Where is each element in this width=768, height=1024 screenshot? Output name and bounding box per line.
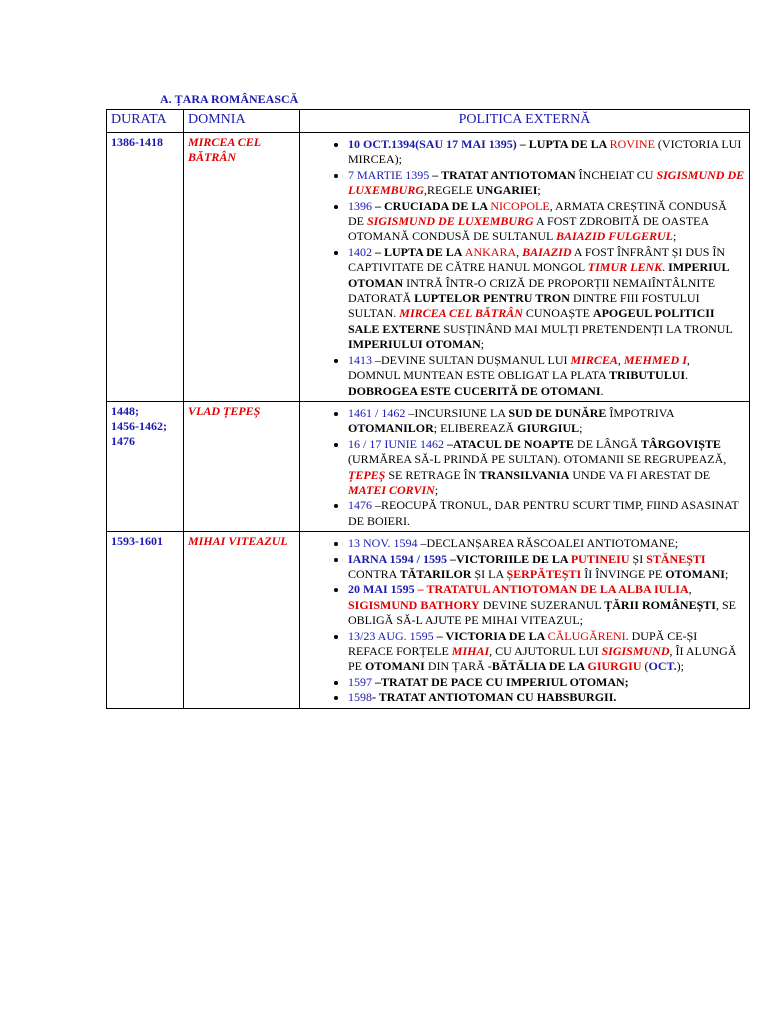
domnia-cell: VLAD ȚEPEȘ (184, 401, 300, 531)
event-item (348, 536, 745, 551)
event-text-segment: CĂLUGĂRENI (547, 628, 626, 643)
event-text-segment: A FOST ÎNFRÂNT ȘI DUS ÎN CAPTIVITATE DE CĂTRE HANUL MONGOL (348, 244, 726, 275)
event-text-segment: . (685, 368, 689, 383)
event-text-segment: ; (724, 566, 729, 581)
event-text-segment: 10 OCT.1394(SAU 17 MAI 1395) (348, 137, 517, 151)
table-row (107, 401, 750, 531)
event-text-segment: 20 MAI 1595 (348, 582, 415, 597)
event-item (348, 137, 745, 168)
event-text-segment: – TRATAT ANTIOTOMAN (429, 167, 576, 182)
event-text-segment: ; ELIBEREAZĂ (433, 421, 518, 436)
event-text-segment: OTOMANI (365, 659, 425, 674)
event-text-segment: ȘERPĂTEȘTI (506, 566, 582, 581)
event-text-segment: APOGEUL POLITICII SALE EXTERNE (348, 306, 715, 336)
event-list (304, 536, 745, 705)
event-text-segment: MIHAI (451, 644, 490, 658)
event-text-segment: – VICTORIA DE LA (433, 628, 548, 643)
event-text-segment: MIRCEA (570, 352, 618, 367)
event-text-segment: 13/23 AUG. 1595 (348, 628, 434, 643)
event-text-segment: SUD DE DUNĂRE (508, 405, 607, 420)
event-text-segment: –REOCUPĂ TRONUL, DAR PENTRU SCURT TIMP, FIIND ASASINAT DE BOIERI. (348, 498, 739, 528)
event-text-segment: . (600, 383, 604, 398)
event-item (348, 582, 745, 628)
event-text-segment: 1598 (348, 690, 372, 705)
event-text-segment: MEHMED I (623, 352, 687, 367)
event-text-segment: 1597 (348, 674, 372, 689)
event-text-segment: , (617, 352, 624, 367)
durata-line: 1476 (111, 433, 135, 448)
event-text-segment: DINTRE FIII FOSTULUI SULTAN. (348, 291, 700, 321)
event-text-segment: MATEI CORVIN (348, 482, 435, 497)
header-durata: DURATA (107, 110, 184, 133)
event-text-segment: DIN ȚARĂ - (424, 659, 492, 674)
event-text-segment: DOBROGEA ESTE CUCERITĂ DE OTOMANI (348, 383, 601, 398)
durata-line: 1386-1418 (111, 135, 163, 149)
page-title: A. ȚARA ROMÂNEASCĂ (160, 92, 299, 106)
domnia-cell: MIHAI VITEAZUL (184, 532, 300, 708)
event-text-segment: - TRATAT ANTIOTOMAN CU HABSBURGII. (372, 690, 617, 705)
event-text-segment: SIGISMUND BATHORY (348, 597, 480, 612)
table-body (107, 133, 750, 709)
event-text-segment: OTOMANILOR (348, 421, 434, 436)
event-text-segment: BAIAZID FULGERUL (555, 229, 673, 244)
event-text-segment: , ÎI ALUNGĂ PE (348, 644, 737, 674)
event-text-segment: ÎI ÎNVINGE PE (581, 566, 666, 581)
event-text-segment: 1396 (348, 198, 372, 213)
event-text-segment: 1402 (348, 244, 372, 259)
event-text-segment: , (688, 582, 692, 597)
event-text-segment: ȚEPEȘ (348, 467, 386, 482)
event-item (348, 498, 745, 529)
event-text-segment: A FOST ZDROBITĂ DE OASTEA OTOMANĂ CONDUSĂ DE SULTANUL (348, 214, 709, 244)
event-text-segment: IARNA 1594 / 1595 (348, 551, 448, 566)
event-text-segment: – TRATATUL ANTIOTOMAN DE LA ALBA IULIA (414, 582, 689, 597)
politica-cell (300, 401, 750, 531)
event-text-segment: GIURGIUL (517, 421, 580, 436)
durata-cell (107, 532, 184, 708)
event-text-segment: ÎNCHEIAT CU (575, 167, 657, 182)
event-text-segment: , DOMNUL MUNTEAN ESTE OBLIGAT LA PLATA (348, 352, 690, 383)
event-text-segment: 13 NOV. 1594 (348, 536, 418, 551)
event-item (348, 353, 745, 399)
event-text-segment: LUPTELOR PENTRU TRON (414, 291, 570, 306)
event-text-segment: INTRĂ ÎNTR-O CRIZĂ DE PROPORȚII NEMAIÎNTÂLNITE DATORATĂ (348, 275, 716, 306)
event-list (304, 137, 745, 399)
event-text-segment: NICOPOLE (490, 198, 550, 213)
durata-line: 1448; (111, 403, 139, 418)
event-text-segment: 1476 (348, 498, 372, 513)
event-text-segment: (VICTORIA LUI MIRCEA); (348, 137, 742, 167)
event-item (348, 552, 745, 583)
event-text-segment: TRANSILVANIA (479, 467, 570, 482)
event-text-segment: ( (641, 659, 649, 674)
event-text-segment: UNDE VA FI ARESTAT DE (569, 467, 711, 482)
event-text-segment: 1413 (348, 352, 372, 367)
event-list (304, 406, 745, 529)
event-text-segment: –ATACUL DE NOAPTE (444, 436, 574, 451)
durata-cell (107, 401, 184, 531)
event-item (348, 245, 745, 353)
event-text-segment: ; (480, 337, 485, 352)
event-text-segment: 1461 / 1462 (348, 405, 406, 420)
event-text-segment: ȘI (629, 551, 647, 566)
header-politica-externa: POLITICA EXTERNĂ (300, 110, 750, 133)
event-text-segment: –INCURSIUNE LA (405, 405, 509, 420)
event-text-segment: –DEVINE SULTAN DUȘMANUL LUI (372, 352, 571, 367)
header-domnia: DOMNIA (184, 110, 300, 133)
event-item (348, 437, 745, 499)
event-text-segment: 16 / 17 IUNIE 1462 (348, 436, 444, 451)
event-text-segment: DEVINE SUZERANUL (479, 597, 605, 612)
event-item (348, 629, 745, 675)
event-text-segment: . (662, 260, 669, 275)
event-text-segment: IMPERIULUI OTOMAN (348, 337, 481, 352)
event-text-segment: IMPERIUL OTOMAN (348, 260, 729, 290)
event-text-segment: UNGARIEI (476, 183, 538, 198)
event-text-segment: SUSȚINÂND MAI MULȚI PRETENDENȚI LA TRONUL (440, 321, 733, 336)
event-text-segment: –TRATAT DE PACE CU IMPERIUL OTOMAN; (372, 674, 629, 689)
event-text-segment: – CRUCIADA DE LA (372, 198, 491, 213)
event-text-segment: ANKARA (464, 244, 517, 259)
durata-line: 1456-1462; (111, 418, 167, 433)
event-text-segment: GIURGIU (587, 659, 642, 674)
event-text-segment: TÂRGOVIȘTE (640, 436, 721, 451)
table-row (107, 532, 750, 708)
event-text-segment: OTOMANI (665, 566, 725, 581)
event-text-segment: ; (672, 229, 677, 244)
event-text-segment: , (516, 244, 523, 259)
table-header-row (107, 110, 750, 133)
table-row (107, 133, 750, 402)
event-text-segment: PUTINEIU (570, 551, 630, 566)
event-item (348, 406, 745, 437)
event-item (348, 690, 745, 705)
event-text-segment: ȚĂRII ROMÂNEȘTI (604, 597, 716, 612)
durata-cell (107, 133, 184, 402)
event-text-segment: ); (676, 659, 684, 674)
event-text-segment: 7 MARTIE 1395 (348, 167, 430, 182)
politica-cell (300, 532, 750, 708)
foreign-policy-table (106, 109, 750, 709)
event-text-segment: SE RETRAGE ÎN (385, 467, 480, 482)
event-text-segment: –DECLANȘAREA RĂSCOALEI ANTIOTOMANE; (417, 536, 679, 551)
event-text-segment: TĂTARILOR (399, 566, 472, 581)
event-text-segment: . DUPĂ CE-ȘI REFACE FORȚELE (348, 628, 698, 658)
event-text-segment: TIMUR LENK (587, 260, 663, 275)
event-item (348, 168, 745, 199)
event-text-segment: SIGISMUND DE LUXEMBURG (367, 214, 534, 229)
event-text-segment: TRIBUTULUI (609, 368, 686, 383)
event-text-segment: , CU AJUTORUL LUI (489, 644, 602, 658)
event-text-segment: BĂTĂLIA DE LA (491, 659, 588, 674)
event-text-segment: ; (537, 183, 541, 198)
event-text-segment: , ARMATA CREȘTINĂ CONDUSĂ DE (348, 198, 727, 229)
event-text-segment: –VICTORIILE DE LA (447, 551, 571, 566)
event-text-segment: CUNOAȘTE (522, 306, 593, 321)
event-text-segment: SIGISMUND (601, 644, 670, 658)
event-text-segment: ; (579, 421, 583, 436)
event-text-segment: ROVINE (609, 137, 655, 151)
event-text-segment: (URMĂREA SĂ-L PRINDĂ PE SULTAN). OTOMANII SE REGRUPEAZĂ, (348, 452, 727, 467)
event-text-segment: BAIAZID (522, 244, 572, 259)
event-text-segment: STĂNEȘTI (646, 551, 706, 566)
event-text-segment: – LUPTA DE LA (516, 137, 610, 151)
event-item (348, 675, 745, 690)
domnia-cell: MIRCEA CEL BĂTRÂN (184, 133, 300, 402)
event-item (348, 199, 745, 245)
event-text-segment: MIRCEA CEL BĂTRÂN (399, 306, 523, 321)
event-text-segment: CONTRA (348, 566, 400, 581)
event-text-segment: ; (434, 482, 439, 497)
event-text-segment: SIGISMUND DE LUXEMBURG (348, 167, 745, 198)
durata-line: 1593-1601 (111, 534, 163, 549)
politica-cell (300, 133, 750, 402)
event-text-segment: – LUPTA DE LA (372, 244, 465, 259)
event-text-segment: , SE OBLIGĂ SĂ-L AJUTE PE MIHAI VITEAZUL; (348, 597, 736, 628)
event-text-segment: DE LÂNGĂ (573, 436, 641, 451)
event-text-segment: OCT. (648, 659, 677, 674)
event-text-segment: ȘI LA (471, 566, 507, 581)
event-text-segment: ÎMPOTRIVA (606, 405, 674, 420)
event-text-segment: ,REGELE (424, 183, 477, 198)
